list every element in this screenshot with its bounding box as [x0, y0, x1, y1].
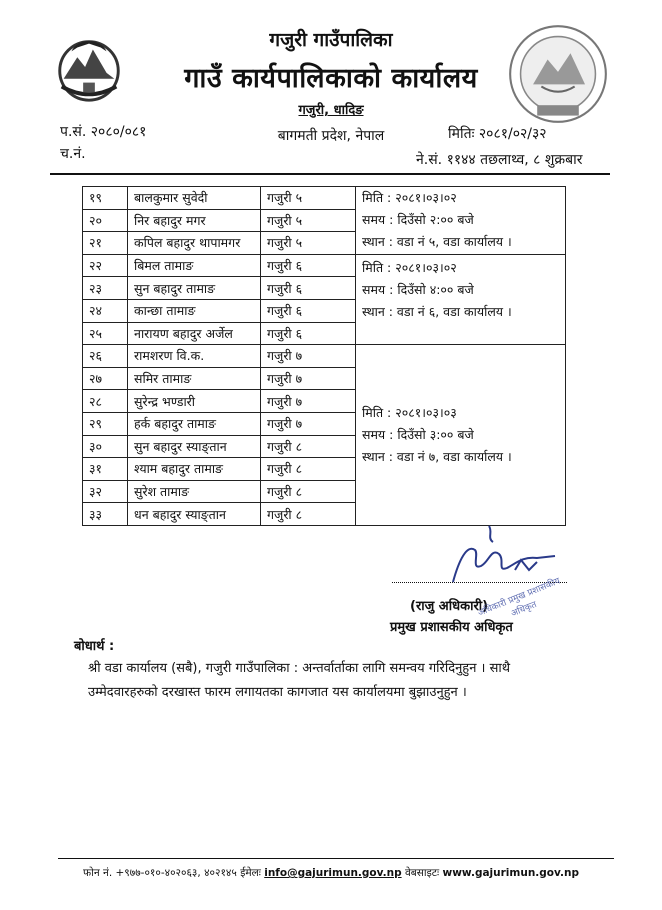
serial-cell: २८ — [83, 390, 128, 413]
serial-cell: २४ — [83, 299, 128, 322]
name-cell: कपिल बहादुर थापामगर — [128, 232, 261, 255]
serial-cell: २६ — [83, 345, 128, 368]
schedule-place: स्थान : वडा नं ६, वडा कार्यालय । — [362, 303, 512, 319]
address-cell: गजुरी ८ — [261, 503, 356, 526]
address-cell: गजुरी ८ — [261, 458, 356, 481]
candidate-table — [82, 186, 566, 526]
signatory-name: (राजु अधिकारी) — [410, 599, 489, 614]
office-location: गजुरी, धादिङ — [298, 103, 364, 118]
schedule-place: स्थान : वडा नं ७, वडा कार्यालय । — [362, 449, 512, 465]
serial-cell: २५ — [83, 322, 128, 345]
address-cell: गजुरी ७ — [261, 345, 356, 368]
signatory-title: प्रमुख प्रशासकीय अधिकृत — [390, 620, 513, 635]
address-cell: गजुरी ५ — [261, 232, 356, 255]
schedule-time: समय : दिउँसो २:०० बजे — [362, 212, 474, 228]
letter-date: मितिः २०८१/०२/३२ — [448, 126, 547, 142]
office-title: गाउँ कार्यपालिकाको कार्यालय — [184, 63, 478, 94]
serial-cell: ३० — [83, 435, 128, 458]
name-cell: बालकुमार सुवेदी — [128, 187, 261, 210]
table-row — [83, 187, 566, 210]
schedule-date: मिति : २०८१।०३।०२ — [362, 190, 457, 206]
footer-divider — [58, 858, 614, 859]
reference-number: प.सं. २०८०/०८१ — [60, 124, 147, 140]
schedule-date: मिति : २०८१।०३।०२ — [362, 259, 457, 275]
schedule-time: समय : दिउँसो ४:०० बजे — [362, 281, 474, 297]
official-stamp: अधिकारी प्रमुख प्रशासकीय अधिकृत — [476, 576, 562, 620]
address-cell: गजुरी ६ — [261, 254, 356, 277]
serial-cell: ३२ — [83, 480, 128, 503]
schedule-date: मिति : २०८१।०३।०३ — [362, 405, 457, 421]
nepal-samvat-date: ने.सं. ११४४ तछलाथ्व, ८ शुक्रबार — [416, 152, 583, 168]
province-country: बागमती प्रदेश, नेपाल — [277, 128, 385, 144]
name-cell: कान्छा तामाङ — [128, 299, 261, 322]
name-cell: निर बहादुर मगर — [128, 209, 261, 232]
serial-cell: ३१ — [83, 458, 128, 481]
address-cell: गजुरी ६ — [261, 299, 356, 322]
name-cell: नारायण बहादुर अर्जेल — [128, 322, 261, 345]
address-cell: गजुरी ७ — [261, 412, 356, 435]
interview-schedule-cell — [356, 254, 566, 344]
footer-contact — [0, 866, 662, 880]
dispatch-number: च.नं. — [60, 146, 86, 162]
serial-cell: २१ — [83, 232, 128, 255]
footer-website-link[interactable]: www.gajurimun.gov.np — [442, 867, 579, 879]
table-row — [83, 345, 566, 368]
name-cell: श्याम बहादुर तामाङ — [128, 458, 261, 481]
serial-cell: २३ — [83, 277, 128, 300]
footer-phone: फोन नं. +९७७-०१०-४०२०६३, ४०२१४५ — [83, 867, 237, 879]
name-cell: बिमल तामाङ — [128, 254, 261, 277]
bodharth-line-1: श्री वडा कार्यालय (सबै), गजुरी गाउँपालिका : अन्तर्वार्ताका लागि समन्वय गरिदिनुहुन । साथै — [88, 661, 511, 676]
serial-cell: २० — [83, 209, 128, 232]
address-cell: गजुरी ६ — [261, 322, 356, 345]
table-row — [83, 254, 566, 277]
name-cell: समिर तामाङ — [128, 367, 261, 390]
address-cell: गजुरी ७ — [261, 390, 356, 413]
serial-cell: २२ — [83, 254, 128, 277]
header-divider — [50, 173, 610, 175]
name-cell: सुरेन्द्र भण्डारी — [128, 390, 261, 413]
interview-schedule-cell — [356, 187, 566, 255]
name-cell: धन बहादुर स्याङ्तान — [128, 503, 261, 526]
serial-cell: २७ — [83, 367, 128, 390]
bodharth-label: बोधार्थ : — [74, 639, 115, 654]
name-cell: रामशरण वि.क. — [128, 345, 261, 368]
serial-cell: ३३ — [83, 503, 128, 526]
address-cell: गजुरी ५ — [261, 209, 356, 232]
name-cell: हर्क बहादुर तामाङ — [128, 412, 261, 435]
bodharth-line-2: उम्मेदवारहरुको दरखास्त फारम लगायतका कागजात यस कार्यालयमा बुझाउनुहुन । — [88, 685, 467, 700]
address-cell: गजुरी ५ — [261, 187, 356, 210]
address-cell: गजुरी ८ — [261, 435, 356, 458]
serial-cell: २९ — [83, 412, 128, 435]
schedule-time: समय : दिउँसो ३:०० बजे — [362, 427, 474, 443]
footer-email-label: ईमेलः — [240, 867, 261, 879]
serial-cell: १९ — [83, 187, 128, 210]
name-cell: सुन बहादुर स्याङ्तान — [128, 435, 261, 458]
address-cell: गजुरी ८ — [261, 480, 356, 503]
interview-schedule-cell — [356, 345, 566, 526]
footer-website-label: वेबसाइटः — [404, 867, 440, 879]
name-cell: सुन बहादुर तामाङ — [128, 277, 261, 300]
municipality-name: गजुरी गाउँपालिका — [269, 29, 393, 51]
address-cell: गजुरी ७ — [261, 367, 356, 390]
address-cell: गजुरी ६ — [261, 277, 356, 300]
schedule-place: स्थान : वडा नं ५, वडा कार्यालय । — [362, 234, 512, 250]
name-cell: सुरेश तामाङ — [128, 480, 261, 503]
footer-email-link[interactable]: info@gajurimun.gov.np — [264, 867, 402, 879]
